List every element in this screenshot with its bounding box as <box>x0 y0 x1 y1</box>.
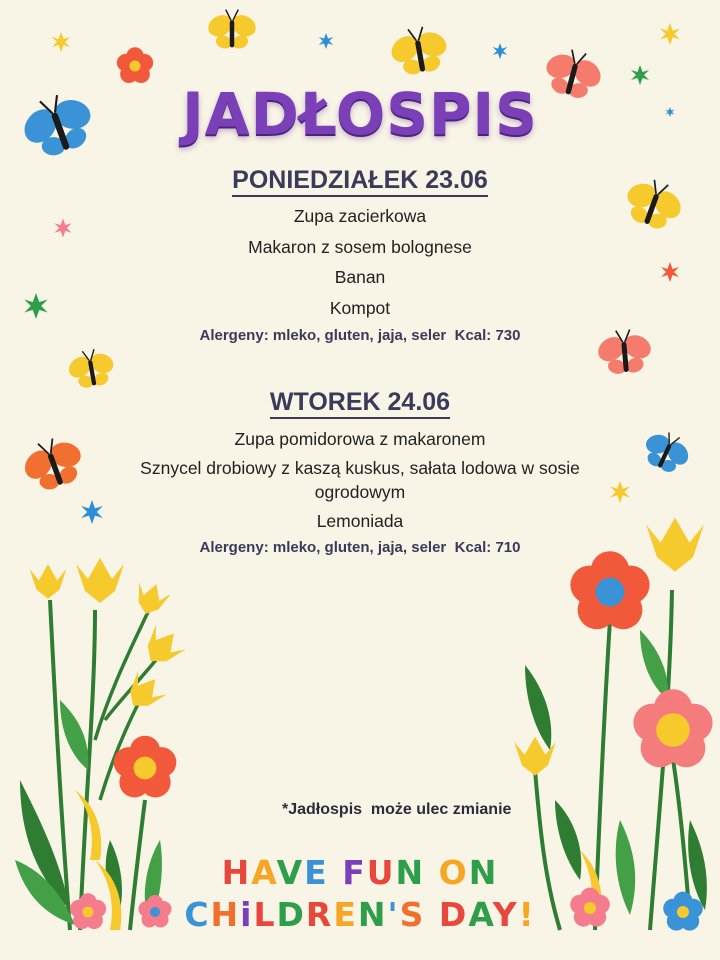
menu-item: Banan <box>334 267 386 287</box>
menu-item: Kompot <box>329 298 391 318</box>
star-icon <box>610 481 630 503</box>
butterfly-icon <box>204 10 259 51</box>
menu-item: Sznycel drobiowy z kaszą kuskus, sałata lodowa w sosie ogrodowym <box>140 458 580 502</box>
kcal-text: Kcal: 710 <box>454 539 521 556</box>
butterfly-icon <box>634 424 698 481</box>
page-title: JADŁOSPIS <box>182 80 538 148</box>
menu-change-note: *Jadłospis może ulec zmianie <box>282 801 512 818</box>
menu-item: Makaron z sosem bolognese <box>248 237 472 257</box>
menu-item: Zupa zacierkowa <box>293 206 427 226</box>
star-icon <box>81 500 103 524</box>
flower-icon <box>117 47 153 83</box>
slogan-text: CHiLDREN'S DAY! <box>184 895 536 934</box>
star-icon <box>660 23 680 45</box>
menu-item: Zupa pomidorowa z makaronem <box>234 429 486 449</box>
butterfly-icon <box>384 23 456 81</box>
day-heading-text: PONIEDZIAŁEK 23.06 <box>232 166 488 197</box>
star-icon <box>24 293 47 319</box>
slogan-text: HAVE FUN ON <box>221 853 499 892</box>
butterfly-icon <box>14 430 94 500</box>
kcal-text: Kcal: 730 <box>454 327 521 344</box>
allergen-line <box>0 327 720 344</box>
star-icon <box>493 43 507 59</box>
day-heading-tuesday <box>0 388 720 417</box>
slogan-line-1 <box>0 853 720 893</box>
star-icon <box>54 219 71 238</box>
day-heading-monday <box>0 166 720 195</box>
slogan-line-2 <box>0 895 720 935</box>
allergen-text: Alergeny: mleko, gluten, jaja, seler <box>199 327 447 344</box>
star-icon <box>661 262 679 282</box>
allergen-text: Alergeny: mleko, gluten, jaja, seler <box>199 539 447 556</box>
allergen-line <box>0 539 720 556</box>
day-heading-text: WTOREK 24.06 <box>270 388 450 419</box>
menu-item: Lemoniada <box>316 511 404 531</box>
star-icon <box>319 33 333 49</box>
butterfly-icon <box>63 346 121 393</box>
star-icon <box>52 32 70 52</box>
